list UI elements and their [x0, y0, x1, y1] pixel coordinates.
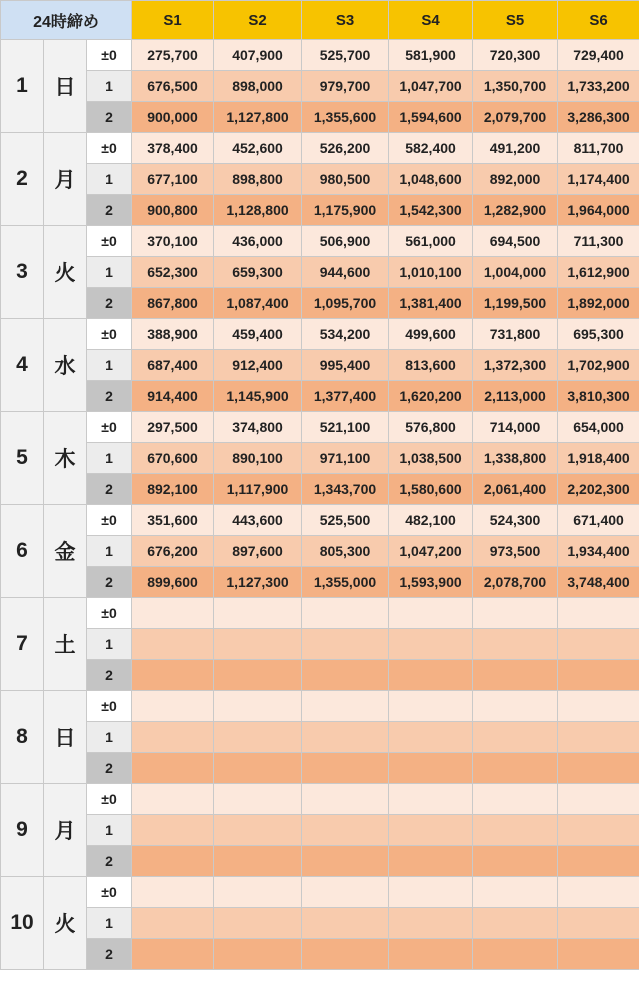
value-cell-s4	[389, 691, 473, 722]
value-cell-s6: 3,286,300	[558, 102, 639, 133]
offset-label: 1	[87, 815, 132, 846]
table-row	[1, 908, 639, 939]
value-cell-s6: 1,918,400	[558, 443, 639, 474]
table-row	[1, 195, 639, 226]
table-row	[1, 71, 639, 102]
value-cell-s1	[132, 753, 214, 784]
table-row	[1, 784, 639, 815]
value-cell-s3: 980,500	[302, 164, 389, 195]
value-cell-s6	[558, 784, 639, 815]
value-cell-s3: 1,343,700	[302, 474, 389, 505]
value-cell-s6: 671,400	[558, 505, 639, 536]
value-cell-s4	[389, 908, 473, 939]
offset-label: 1	[87, 71, 132, 102]
day-number: 9	[1, 784, 44, 877]
value-cell-s2	[214, 784, 302, 815]
value-cell-s6	[558, 691, 639, 722]
offset-label: 2	[87, 381, 132, 412]
value-cell-s4	[389, 877, 473, 908]
value-cell-s2	[214, 660, 302, 691]
day-weekday: 土	[44, 598, 87, 691]
value-cell-s6: 811,700	[558, 133, 639, 164]
value-cell-s3	[302, 691, 389, 722]
table-row	[1, 40, 639, 71]
value-cell-s6: 711,300	[558, 226, 639, 257]
value-cell-s2	[214, 815, 302, 846]
value-cell-s2: 1,127,300	[214, 567, 302, 598]
table-row	[1, 381, 639, 412]
value-cell-s5: 1,350,700	[473, 71, 558, 102]
value-cell-s4	[389, 598, 473, 629]
value-cell-s2: 912,400	[214, 350, 302, 381]
value-cell-s4: 1,620,200	[389, 381, 473, 412]
value-cell-s3	[302, 784, 389, 815]
offset-label: 1	[87, 722, 132, 753]
value-cell-s6	[558, 660, 639, 691]
offset-label: 1	[87, 443, 132, 474]
offset-label: 2	[87, 939, 132, 970]
value-cell-s4: 1,542,300	[389, 195, 473, 226]
value-cell-s5	[473, 908, 558, 939]
day-number: 10	[1, 877, 44, 970]
table-row	[1, 505, 639, 536]
value-cell-s6	[558, 722, 639, 753]
value-cell-s6: 1,964,000	[558, 195, 639, 226]
value-cell-s4	[389, 753, 473, 784]
value-cell-s1	[132, 908, 214, 939]
value-cell-s4: 1,047,200	[389, 536, 473, 567]
table-row	[1, 164, 639, 195]
table-row	[1, 536, 639, 567]
value-cell-s5	[473, 846, 558, 877]
value-cell-s2: 436,000	[214, 226, 302, 257]
offset-label: ±0	[87, 784, 132, 815]
value-cell-s2: 459,400	[214, 319, 302, 350]
value-cell-s2	[214, 877, 302, 908]
value-cell-s1	[132, 598, 214, 629]
value-cell-s2: 443,600	[214, 505, 302, 536]
table-row	[1, 226, 639, 257]
offset-label: 2	[87, 288, 132, 319]
value-cell-s3	[302, 908, 389, 939]
value-cell-s5	[473, 784, 558, 815]
day-number: 8	[1, 691, 44, 784]
table-row	[1, 691, 639, 722]
value-cell-s2	[214, 939, 302, 970]
value-cell-s3: 525,500	[302, 505, 389, 536]
offset-label: 2	[87, 474, 132, 505]
value-cell-s1	[132, 815, 214, 846]
offset-label: ±0	[87, 226, 132, 257]
value-cell-s2	[214, 598, 302, 629]
value-cell-s1: 370,100	[132, 226, 214, 257]
column-header-s6: S6	[558, 1, 639, 40]
value-cell-s3: 805,300	[302, 536, 389, 567]
offset-label: ±0	[87, 40, 132, 71]
table-row	[1, 443, 639, 474]
table-row	[1, 629, 639, 660]
value-cell-s6: 654,000	[558, 412, 639, 443]
value-cell-s4: 1,593,900	[389, 567, 473, 598]
value-cell-s1: 914,400	[132, 381, 214, 412]
value-cell-s2: 898,000	[214, 71, 302, 102]
value-cell-s3	[302, 660, 389, 691]
value-cell-s3	[302, 753, 389, 784]
value-cell-s5: 973,500	[473, 536, 558, 567]
value-cell-s5: 1,338,800	[473, 443, 558, 474]
value-cell-s1: 900,800	[132, 195, 214, 226]
offset-label: ±0	[87, 877, 132, 908]
value-cell-s4	[389, 846, 473, 877]
value-cell-s6	[558, 629, 639, 660]
value-cell-s6: 2,202,300	[558, 474, 639, 505]
value-cell-s2: 374,800	[214, 412, 302, 443]
value-cell-s1	[132, 939, 214, 970]
value-cell-s1: 867,800	[132, 288, 214, 319]
value-cell-s1	[132, 691, 214, 722]
day-weekday: 日	[44, 691, 87, 784]
value-cell-s3	[302, 815, 389, 846]
table-row	[1, 288, 639, 319]
value-cell-s2: 890,100	[214, 443, 302, 474]
offset-label: 2	[87, 102, 132, 133]
value-cell-s2: 659,300	[214, 257, 302, 288]
table-row	[1, 567, 639, 598]
day-number: 3	[1, 226, 44, 319]
value-cell-s6	[558, 846, 639, 877]
offset-label: 1	[87, 350, 132, 381]
offset-label: ±0	[87, 691, 132, 722]
offset-label: 2	[87, 846, 132, 877]
value-cell-s1: 900,000	[132, 102, 214, 133]
value-cell-s5: 714,000	[473, 412, 558, 443]
value-cell-s3	[302, 939, 389, 970]
table-row	[1, 474, 639, 505]
value-cell-s2: 898,800	[214, 164, 302, 195]
value-cell-s4: 1,048,600	[389, 164, 473, 195]
table-row	[1, 722, 639, 753]
value-cell-s1	[132, 629, 214, 660]
value-cell-s2: 1,087,400	[214, 288, 302, 319]
value-cell-s4: 482,100	[389, 505, 473, 536]
value-cell-s5	[473, 629, 558, 660]
value-cell-s4: 1,038,500	[389, 443, 473, 474]
value-cell-s4: 1,047,700	[389, 71, 473, 102]
value-cell-s3	[302, 877, 389, 908]
value-cell-s5: 2,061,400	[473, 474, 558, 505]
value-cell-s5: 1,199,500	[473, 288, 558, 319]
value-cell-s1: 899,600	[132, 567, 214, 598]
value-cell-s4	[389, 784, 473, 815]
value-cell-s3: 525,700	[302, 40, 389, 71]
value-cell-s5: 2,079,700	[473, 102, 558, 133]
offset-label: 1	[87, 629, 132, 660]
offset-label: 2	[87, 753, 132, 784]
value-cell-s1: 677,100	[132, 164, 214, 195]
table-row	[1, 257, 639, 288]
value-cell-s6: 695,300	[558, 319, 639, 350]
value-cell-s5	[473, 753, 558, 784]
offset-label: 2	[87, 660, 132, 691]
value-cell-s6: 3,748,400	[558, 567, 639, 598]
value-cell-s2	[214, 908, 302, 939]
value-cell-s5: 2,078,700	[473, 567, 558, 598]
value-cell-s6	[558, 939, 639, 970]
value-cell-s1: 670,600	[132, 443, 214, 474]
value-cell-s6	[558, 815, 639, 846]
value-cell-s5	[473, 691, 558, 722]
table-row	[1, 660, 639, 691]
value-cell-s5: 720,300	[473, 40, 558, 71]
value-cell-s4: 582,400	[389, 133, 473, 164]
day-weekday: 金	[44, 505, 87, 598]
value-cell-s2: 1,127,800	[214, 102, 302, 133]
value-cell-s3: 971,100	[302, 443, 389, 474]
value-cell-s6: 1,934,400	[558, 536, 639, 567]
value-cell-s3: 526,200	[302, 133, 389, 164]
offset-label: 1	[87, 164, 132, 195]
value-cell-s5: 491,200	[473, 133, 558, 164]
value-cell-s4	[389, 815, 473, 846]
value-cell-s2: 897,600	[214, 536, 302, 567]
value-cell-s2	[214, 691, 302, 722]
value-cell-s6: 1,174,400	[558, 164, 639, 195]
value-cell-s5	[473, 598, 558, 629]
value-cell-s2: 1,145,900	[214, 381, 302, 412]
value-cell-s6: 729,400	[558, 40, 639, 71]
value-cell-s6: 1,892,000	[558, 288, 639, 319]
value-cell-s5: 1,372,300	[473, 350, 558, 381]
offset-label: 1	[87, 257, 132, 288]
value-cell-s3: 1,095,700	[302, 288, 389, 319]
value-cell-s6	[558, 908, 639, 939]
value-cell-s4: 561,000	[389, 226, 473, 257]
value-cell-s5: 694,500	[473, 226, 558, 257]
value-cell-s5	[473, 939, 558, 970]
table-row	[1, 412, 639, 443]
value-cell-s4	[389, 939, 473, 970]
value-cell-s2: 1,117,900	[214, 474, 302, 505]
value-cell-s1	[132, 660, 214, 691]
value-cell-s5: 2,113,000	[473, 381, 558, 412]
value-cell-s5	[473, 660, 558, 691]
value-cell-s3	[302, 722, 389, 753]
value-cell-s5: 892,000	[473, 164, 558, 195]
value-cell-s1: 892,100	[132, 474, 214, 505]
table-row	[1, 133, 639, 164]
value-cell-s5: 731,800	[473, 319, 558, 350]
value-cell-s4: 813,600	[389, 350, 473, 381]
value-cell-s1: 652,300	[132, 257, 214, 288]
value-cell-s3	[302, 629, 389, 660]
day-weekday: 日	[44, 40, 87, 133]
table-row	[1, 939, 639, 970]
table-row	[1, 753, 639, 784]
table-row	[1, 815, 639, 846]
table-title: 24時締め	[1, 1, 132, 40]
day-weekday: 火	[44, 877, 87, 970]
offset-label: 1	[87, 908, 132, 939]
value-cell-s1: 351,600	[132, 505, 214, 536]
table-body	[1, 40, 639, 970]
value-cell-s6	[558, 877, 639, 908]
value-cell-s4	[389, 722, 473, 753]
value-cell-s1: 676,200	[132, 536, 214, 567]
value-cell-s3: 506,900	[302, 226, 389, 257]
column-header-s4: S4	[389, 1, 473, 40]
value-cell-s3: 1,175,900	[302, 195, 389, 226]
table-row	[1, 846, 639, 877]
day-weekday: 水	[44, 319, 87, 412]
day-number: 4	[1, 319, 44, 412]
value-cell-s5	[473, 815, 558, 846]
value-cell-s3	[302, 598, 389, 629]
header-row	[1, 1, 639, 40]
value-cell-s1	[132, 722, 214, 753]
offset-label: 2	[87, 567, 132, 598]
value-cell-s1: 378,400	[132, 133, 214, 164]
table-row	[1, 598, 639, 629]
day-number: 7	[1, 598, 44, 691]
offset-label: ±0	[87, 505, 132, 536]
value-cell-s4: 1,381,400	[389, 288, 473, 319]
value-cell-s2: 452,600	[214, 133, 302, 164]
value-cell-s2	[214, 753, 302, 784]
value-cell-s6: 1,733,200	[558, 71, 639, 102]
value-cell-s3: 1,377,400	[302, 381, 389, 412]
value-cell-s1: 275,700	[132, 40, 214, 71]
offset-label: 2	[87, 195, 132, 226]
value-cell-s1	[132, 877, 214, 908]
value-cell-s6	[558, 753, 639, 784]
value-cell-s5	[473, 877, 558, 908]
offset-label: ±0	[87, 133, 132, 164]
value-cell-s5: 524,300	[473, 505, 558, 536]
value-cell-s4: 1,010,100	[389, 257, 473, 288]
column-header-s3: S3	[302, 1, 389, 40]
value-cell-s4: 1,594,600	[389, 102, 473, 133]
value-cell-s3: 1,355,000	[302, 567, 389, 598]
table-row	[1, 319, 639, 350]
value-cell-s3	[302, 846, 389, 877]
value-cell-s4: 1,580,600	[389, 474, 473, 505]
value-cell-s6: 3,810,300	[558, 381, 639, 412]
value-cell-s4	[389, 629, 473, 660]
value-cell-s4	[389, 660, 473, 691]
day-number: 1	[1, 40, 44, 133]
day-weekday: 火	[44, 226, 87, 319]
offset-label: ±0	[87, 598, 132, 629]
value-cell-s3: 1,355,600	[302, 102, 389, 133]
value-cell-s1: 687,400	[132, 350, 214, 381]
value-cell-s5: 1,282,900	[473, 195, 558, 226]
table-row	[1, 350, 639, 381]
column-header-s1: S1	[132, 1, 214, 40]
value-cell-s1	[132, 846, 214, 877]
value-cell-s2: 1,128,800	[214, 195, 302, 226]
offset-label: 1	[87, 536, 132, 567]
value-cell-s6	[558, 598, 639, 629]
value-cell-s2	[214, 722, 302, 753]
value-cell-s5: 1,004,000	[473, 257, 558, 288]
table-row	[1, 877, 639, 908]
offset-label: ±0	[87, 319, 132, 350]
value-cell-s4: 499,600	[389, 319, 473, 350]
column-header-s2: S2	[214, 1, 302, 40]
day-weekday: 月	[44, 133, 87, 226]
value-cell-s2	[214, 846, 302, 877]
value-cell-s1: 297,500	[132, 412, 214, 443]
value-cell-s6: 1,702,900	[558, 350, 639, 381]
value-cell-s4: 576,800	[389, 412, 473, 443]
value-cell-s3: 521,100	[302, 412, 389, 443]
value-cell-s3: 995,400	[302, 350, 389, 381]
value-cell-s1	[132, 784, 214, 815]
value-cell-s2: 407,900	[214, 40, 302, 71]
value-cell-s1: 388,900	[132, 319, 214, 350]
day-weekday: 木	[44, 412, 87, 505]
value-cell-s3: 944,600	[302, 257, 389, 288]
day-number: 5	[1, 412, 44, 505]
table-row	[1, 102, 639, 133]
value-cell-s6: 1,612,900	[558, 257, 639, 288]
value-cell-s3: 979,700	[302, 71, 389, 102]
value-cell-s2	[214, 629, 302, 660]
value-cell-s3: 534,200	[302, 319, 389, 350]
column-header-s5: S5	[473, 1, 558, 40]
value-cell-s1: 676,500	[132, 71, 214, 102]
value-cell-s5	[473, 722, 558, 753]
day-number: 2	[1, 133, 44, 226]
day-weekday: 月	[44, 784, 87, 877]
value-cell-s4: 581,900	[389, 40, 473, 71]
offset-label: ±0	[87, 412, 132, 443]
day-number: 6	[1, 505, 44, 598]
